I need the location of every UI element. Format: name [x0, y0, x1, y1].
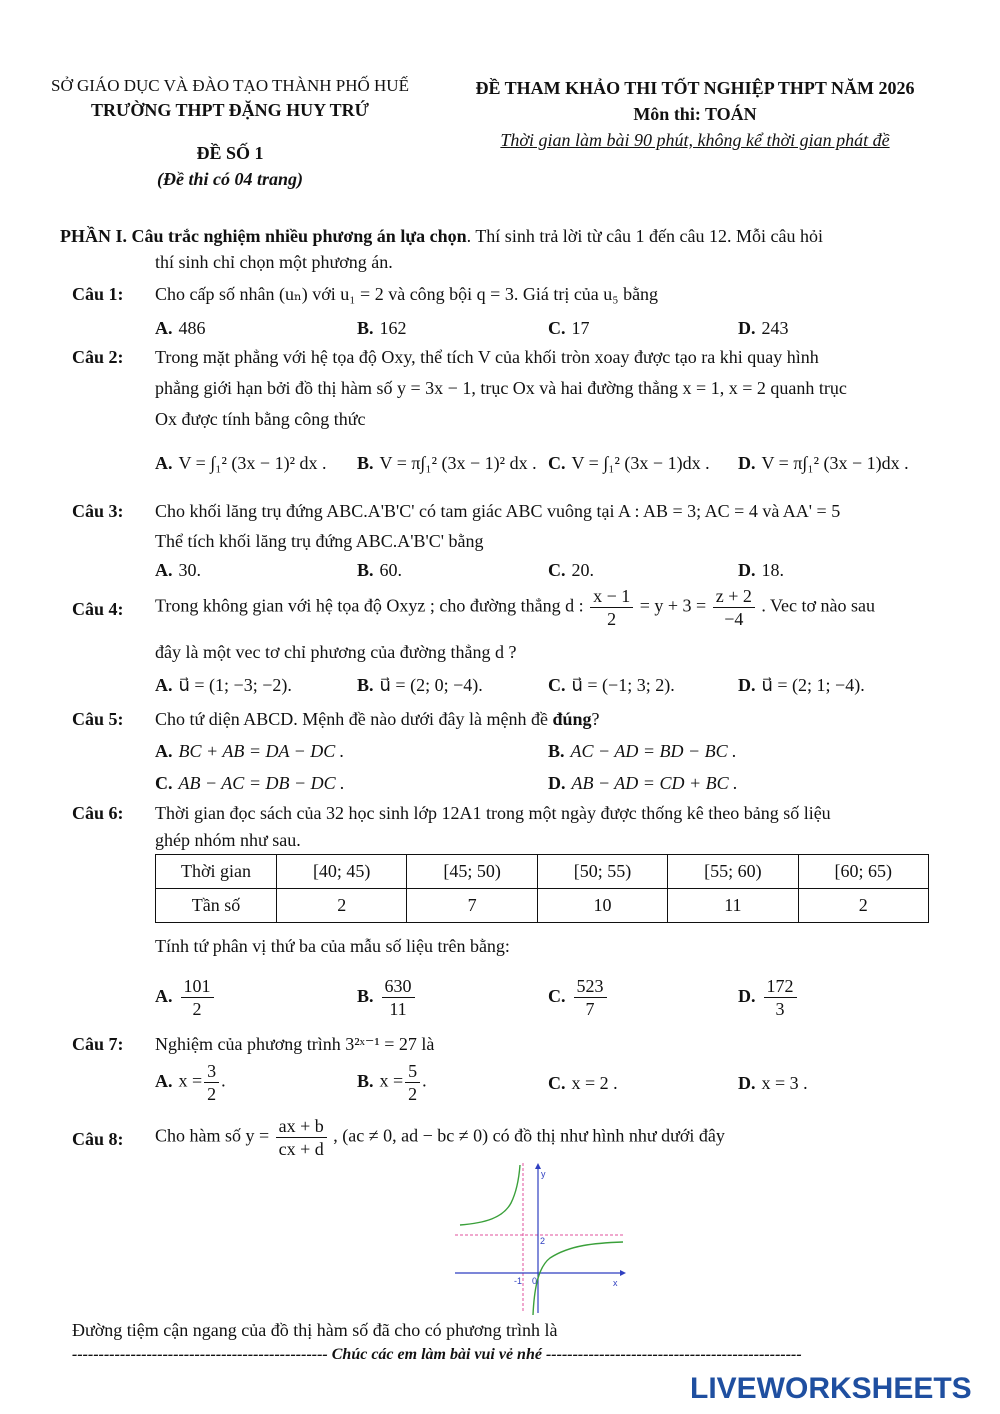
option-c[interactable]: C. 20. [548, 560, 594, 580]
table-row [156, 855, 929, 889]
table-cell: 7 [407, 889, 537, 923]
option-a[interactable]: A. 30. [155, 560, 201, 580]
exam-number: ĐỀ SỐ 1 [196, 143, 264, 163]
fraction: $\frac{ax + b}{cx + d}$ [276, 1115, 327, 1160]
question-label: Câu 7: [72, 1034, 124, 1054]
fraction: $\frac{x - 1}{2}$ [590, 585, 633, 630]
time-note: Thời gian làm bài 90 phút, không kể thời gian phát đề [500, 130, 890, 150]
table-cell: [55; 60) [668, 855, 798, 889]
question-label: Câu 5: [72, 709, 124, 729]
y-axis-label: y [541, 1169, 546, 1179]
liveworksheets-logo: LIVEWORKSHEETS [690, 1372, 972, 1405]
dept-name: SỞ GIÁO DỤC VÀ ĐÀO TẠO THÀNH PHỐ HUẾ [51, 76, 409, 95]
option-a[interactable]: A. x = $\frac{3}{2}$ . [155, 1061, 226, 1104]
option-b[interactable]: B. x = $\frac{5}{2}$ . [357, 1061, 427, 1104]
option-d[interactable]: D. AB − AD = CD + BC . [548, 773, 738, 793]
question-text: ghép nhóm như sau. [155, 830, 301, 850]
question-text: phẳng giới hạn bởi đồ thị hàm số y = 3x − 1, trục Ox và hai đường thẳng x = 1, x = 2 quanh trục [155, 378, 847, 398]
x-axis-label: x [613, 1278, 618, 1288]
table-cell: [50; 55) [537, 855, 667, 889]
option-c[interactable]: C. V = ∫₁² (3x − 1)dx . [548, 453, 710, 473]
graph-branch-right [533, 1242, 623, 1315]
question-text: Cho khối lăng trụ đứng ABC.A'B'C' có tam giác ABC vuông tại A : AB = 3; AC = 4 và AA' = 5 [155, 501, 841, 521]
option-d[interactable]: D. $\frac{172}{3}$ [738, 975, 799, 1020]
option-b[interactable]: B. u⃗ = (2; 0; −4). [357, 675, 483, 695]
question-text: Nghiệm của phương trình 3²ˣ⁻¹ = 27 là [155, 1034, 435, 1054]
option-a[interactable]: A. $\frac{101}{2}$ [155, 975, 216, 1020]
option-d[interactable]: D. V = π∫₁² (3x − 1)dx . [738, 453, 909, 473]
option-b[interactable]: B. $\frac{630}{11}$ [357, 975, 417, 1020]
tick-label-y: 2 [540, 1236, 546, 1246]
option-b[interactable]: B. 162 [357, 318, 407, 338]
question-label: Câu 2: [72, 347, 124, 367]
origin-label: 0 [532, 1276, 538, 1286]
option-a[interactable]: A. 486 [155, 318, 206, 338]
table-cell: Thời gian [156, 855, 277, 889]
subject: Môn thi: TOÁN [633, 104, 757, 124]
table-cell: [40; 45) [277, 855, 407, 889]
fraction: $\frac{z + 2}{-4}$ [713, 585, 755, 630]
option-a[interactable]: A. V = ∫₁² (3x − 1)² dx . [155, 453, 327, 473]
table-cell: [45; 50) [407, 855, 537, 889]
option-a[interactable]: A. BC + AB = DA − DC . [155, 741, 345, 761]
question-text: Đường tiệm cận ngang của đồ thị hàm số đã cho có phương trình là [72, 1320, 558, 1340]
footer-note: ------------------------------------------------ Chúc các em làm bài vui vẻ nhé ------------------------------------------------ [72, 1346, 802, 1363]
option-b[interactable]: B. 60. [357, 560, 403, 580]
question-label: Câu 4: [72, 599, 124, 619]
table-cell: [60; 65) [798, 855, 928, 889]
option-d[interactable]: D. 243 [738, 318, 789, 338]
table-cell: Tần số [156, 889, 277, 923]
question-text: Tính tứ phân vị thứ ba của mẫu số liệu trên bằng: [155, 936, 510, 956]
table-cell: 2 [277, 889, 407, 923]
frequency-table [155, 854, 929, 923]
school-name: TRƯỜNG THPT ĐẶNG HUY TRỨ [90, 100, 370, 120]
option-d[interactable]: D. x = 3 . [738, 1073, 808, 1093]
graph-branch-left [460, 1165, 520, 1225]
question-text: Thời gian đọc sách của 32 học sinh lớp 12A1 trong một ngày được thống kê theo bảng số liệu [155, 803, 831, 823]
page-count: (Đề thi có 04 trang) [157, 169, 303, 189]
option-c[interactable]: C. u⃗ = (−1; 3; 2). [548, 675, 675, 695]
part1-heading: PHẦN I. Câu trắc nghiệm nhiều phương án lựa chọn. Thí sinh trả lời từ câu 1 đến câu 12. Mỗi câu hỏi [60, 226, 824, 246]
question-text: đây là một vec tơ chỉ phương của đường thẳng d ? [155, 642, 517, 662]
option-d[interactable]: D. 18. [738, 560, 784, 580]
tick-label-x: -1 [514, 1276, 523, 1286]
table-cell: 10 [537, 889, 667, 923]
table-cell: 2 [798, 889, 928, 923]
question-text: Thể tích khối lăng trụ đứng ABC.A'B'C' bằng [155, 531, 484, 551]
table-cell: 11 [668, 889, 798, 923]
question-text: Ox được tính bằng công thức [155, 409, 366, 429]
question-text: Trong mặt phẳng với hệ tọa độ Oxy, thể tích V của khối tròn xoay được tạo ra khi quay hình [155, 347, 819, 367]
function-graph [455, 1163, 630, 1318]
question-label: Câu 1: [72, 284, 124, 304]
option-c[interactable]: C. $\frac{523}{7}$ [548, 975, 609, 1020]
table-row [156, 889, 929, 923]
option-c[interactable]: C. AB − AC = DB − DC . [155, 773, 345, 793]
option-b[interactable]: B. V = π∫₁² (3x − 1)² dx . [357, 453, 537, 473]
option-c[interactable]: C. 17 [548, 318, 590, 338]
question-label: Câu 3: [72, 501, 124, 521]
exam-title: ĐỀ THAM KHẢO THI TỐT NGHIỆP THPT NĂM 2026 [475, 78, 915, 98]
question-text: Trong không gian với hệ tọa độ Oxyz ; cho đường thẳng d : $\frac{x - 1}{2}$ = y + 3 = $\frac{z + 2}{-4}$ . Vec tơ nào sau [155, 586, 876, 629]
question-text: Cho hàm số y = $\frac{ax + b}{cx + d}$ , (ac ≠ 0, ad − bc ≠ 0) có đồ thị như hình như dưới đây [155, 1116, 725, 1159]
option-d[interactable]: D. u⃗ = (2; 1; −4). [738, 675, 865, 695]
question-label: Câu 6: [72, 803, 124, 823]
part1-desc: thí sinh chỉ chọn một phương án. [155, 252, 393, 272]
option-c[interactable]: C. x = 2 . [548, 1073, 618, 1093]
question-label: Câu 8: [72, 1129, 124, 1149]
option-b[interactable]: B. AC − AD = BD − BC . [548, 741, 737, 761]
question-text: Cho cấp số nhân (uₙ) với u₁ = 2 và công bội q = 3. Giá trị của u₅ bằng [155, 284, 659, 304]
option-a[interactable]: A. u⃗ = (1; −3; −2). [155, 675, 292, 695]
question-text: Cho tứ diện ABCD. Mệnh đề nào dưới đây là mệnh đề đúng? [155, 709, 600, 729]
